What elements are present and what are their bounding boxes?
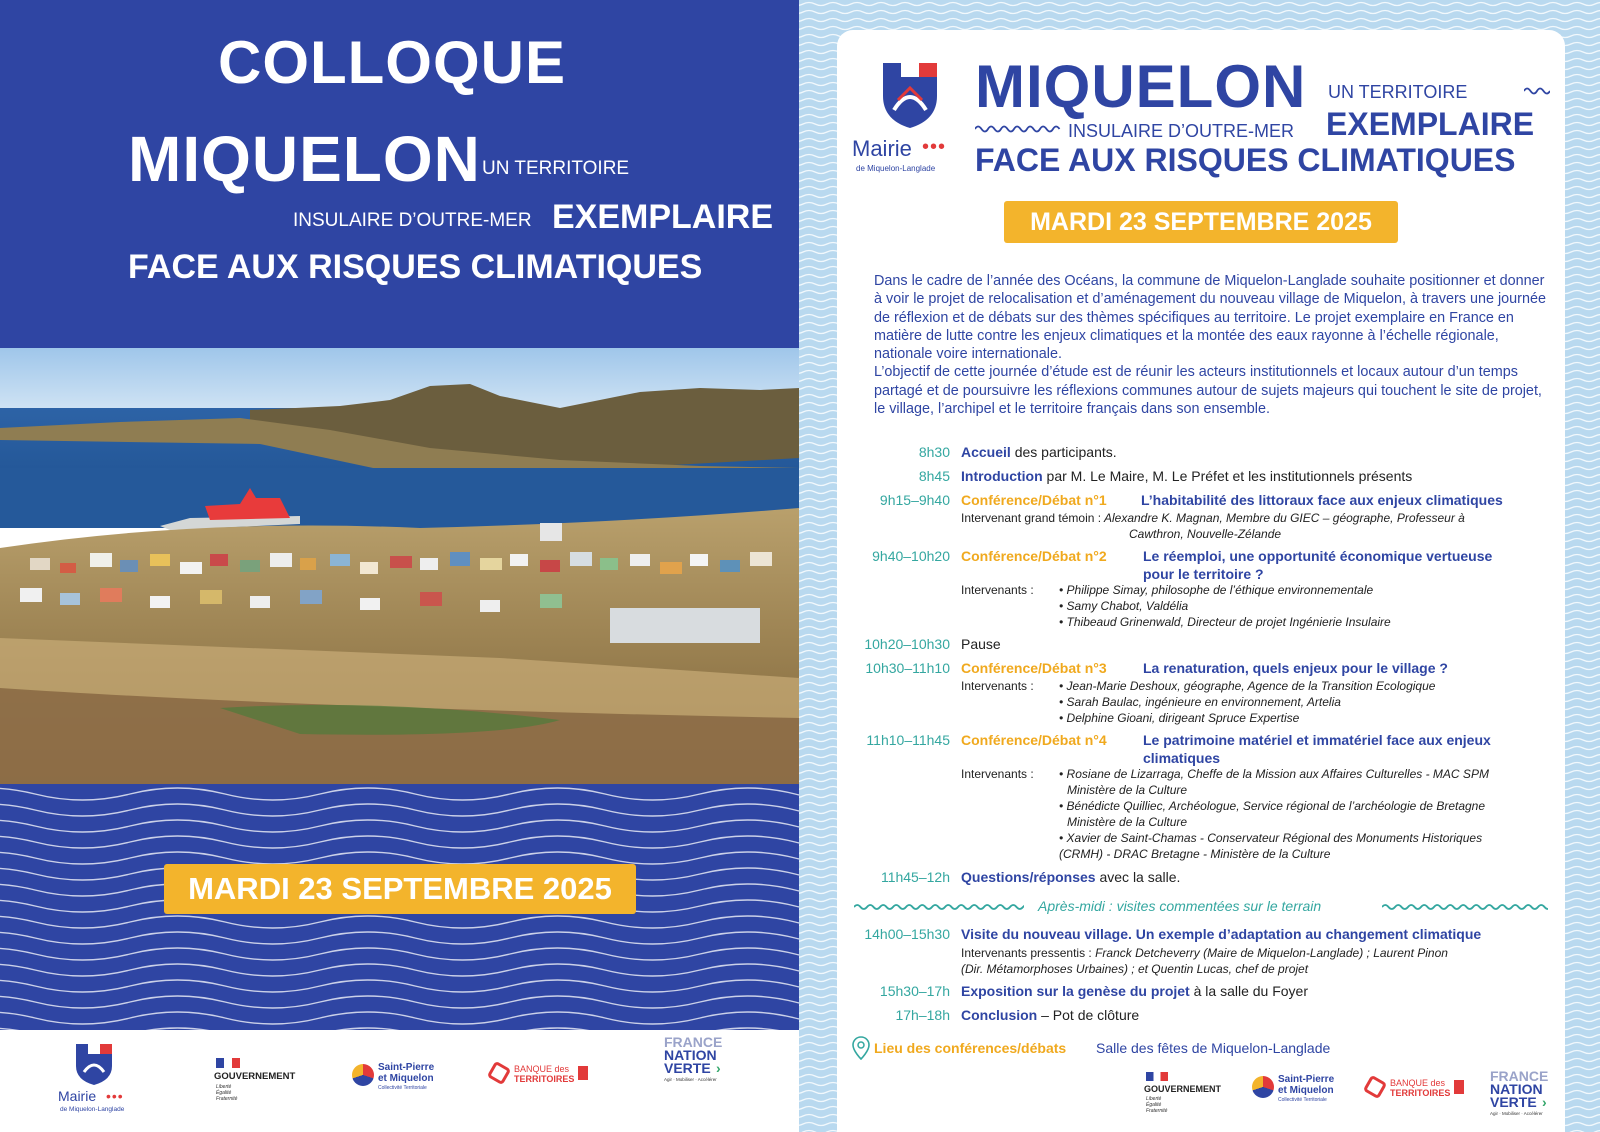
mairie-crest-icon xyxy=(74,1042,114,1086)
spm-logo-text1: Saint-Pierre xyxy=(378,1062,435,1073)
gouv-logo-text: GOUVERNEMENT xyxy=(1144,1084,1222,1094)
wave-line-icon xyxy=(0,932,799,944)
speaker-line: Franck Detcheverry (Maire de Miquelon-Langlade) ; Laurent Pinon xyxy=(1095,946,1448,960)
schedule-time: 17h–18h xyxy=(895,1007,950,1023)
fnv-text2: NATION xyxy=(1490,1081,1543,1097)
schedule-text: – Pot de clôture xyxy=(1037,1007,1140,1023)
speaker-line: • Jean-Marie Deshoux, géographe, Agence de la Transition Ecologique xyxy=(1059,679,1436,693)
wave-line-icon xyxy=(0,852,799,864)
wave-line-icon xyxy=(799,3,1600,6)
cover-title-un-territoire: UN TERRITOIRE xyxy=(482,158,630,179)
spm-logo-sub: Collectivité Territoriale xyxy=(1278,1097,1327,1103)
schedule-time: 10h20–10h30 xyxy=(864,636,950,652)
fnv-sub: Agir · Mobiliser · Accélérer xyxy=(1490,1111,1543,1116)
conference-label: Conférence/Débat n°1 xyxy=(961,492,1107,508)
gouv-logo-text: GOUVERNEMENT xyxy=(214,1071,296,1082)
cover-title-miquelon: MIQUELON xyxy=(128,123,481,195)
schedule-text: avec la salle. xyxy=(1095,869,1181,885)
wave-line-icon xyxy=(0,804,799,816)
spm-emblem-icon xyxy=(1252,1076,1274,1098)
speaker-line: (CRMH) - DRAC Bretagne - Ministère de la Culture xyxy=(1059,847,1331,861)
wave-line-icon xyxy=(0,820,799,832)
schedule-body xyxy=(961,1007,1551,1023)
gouv-sub3: Fraternité xyxy=(216,1096,238,1102)
speaker-line: • Thibeaud Grinenwald, Directeur de projet Ingénierie Insulaire xyxy=(1059,615,1391,629)
schedule-time: 9h15–9h40 xyxy=(879,492,950,508)
speaker-line: (Dir. Métamorphoses Urbaines) ; et Quentin Lucas, chef de projet xyxy=(961,962,1309,976)
speaker-body xyxy=(961,582,1551,629)
afternoon-heading: Après-midi : visites commentées sur le terrain xyxy=(1038,898,1322,914)
conference-title: Le réemploi, une opportunité économique vertueuse xyxy=(1143,548,1493,564)
schedule-bold: Conclusion xyxy=(961,1007,1038,1023)
village-photo xyxy=(0,348,799,784)
intro-text xyxy=(874,272,1554,418)
schedule-bold: Accueil xyxy=(961,444,1011,460)
speaker-line: • Sarah Baulac, ingénieure en environnement, Artelia xyxy=(1059,695,1341,709)
cover-title-panel xyxy=(0,0,799,348)
cdc-icon xyxy=(578,1066,588,1080)
speaker-label: Intervenants : xyxy=(961,583,1034,597)
banque-territoires-logo xyxy=(490,1064,600,1094)
gouvernement-logo xyxy=(1144,1072,1234,1128)
schedule-time: 11h10–11h45 xyxy=(866,732,950,748)
mairie-header-text: Mairie xyxy=(852,136,912,161)
gouv-sub1: Liberté xyxy=(1146,1096,1162,1102)
conference-title: L’habitabilité des littoraux face aux enjeux climatiques xyxy=(1141,492,1503,508)
gouv-sub2: Égalité xyxy=(1146,1102,1162,1108)
schedule-bold: Exposition sur la genèse du projet xyxy=(961,983,1190,999)
speaker-label: Intervenants : xyxy=(961,679,1034,693)
mairie-header-sub: de Miquelon-Langlade xyxy=(856,164,936,173)
speaker-line: • Samy Chabot, Valdélia xyxy=(1059,599,1189,613)
fnv-text2: NATION xyxy=(664,1047,717,1063)
cover-title-face: FACE AUX RISQUES CLIMATIQUES xyxy=(128,248,703,286)
schedule-time: 8h45 xyxy=(918,468,950,484)
mairie-logo-text: Mairie xyxy=(58,1088,97,1104)
wave-line-icon xyxy=(0,916,799,928)
spm-logo-text2: et Miquelon xyxy=(378,1073,434,1084)
afternoon-wave-right-icon xyxy=(1382,902,1548,912)
banque-hex-icon xyxy=(1363,1075,1388,1100)
banque-territoires-logo xyxy=(1366,1078,1476,1108)
speaker-line: • Philippe Simay, philosophe de l’éthique environnementale xyxy=(1059,583,1374,597)
conference-label: Conférence/Débat n°3 xyxy=(961,660,1107,676)
schedule-body xyxy=(961,869,1551,885)
schedule-bold: Questions/réponses xyxy=(961,869,1096,885)
schedule-time: 10h30–11h10 xyxy=(865,660,950,676)
poster-cover xyxy=(0,0,799,1132)
speaker-line: Alexandre K. Magnan, Membre du GIEC – géographe, Professeur à xyxy=(1103,511,1465,525)
conference-title: La renaturation, quels enjeux pour le village ? xyxy=(1143,660,1448,676)
schedule-time: 11h45–12h xyxy=(880,869,950,885)
cover-date-badge: MARDI 23 SEPTEMBRE 2025 xyxy=(164,864,636,914)
speaker-label: Intervenant grand témoin : xyxy=(961,511,1102,525)
afternoon-wave-left-icon xyxy=(854,902,1024,912)
conference-title-line2: pour le territoire ? xyxy=(1143,566,1264,582)
banque-text1: BANQUE des xyxy=(514,1064,570,1074)
gouv-sub1: Liberté xyxy=(216,1084,232,1090)
conference-label: Conférence/Débat n°2 xyxy=(961,548,1107,564)
program-date-badge: MARDI 23 SEPTEMBRE 2025 xyxy=(1004,201,1398,243)
fnv-arrow-icon: › xyxy=(716,1060,721,1076)
marianne-flag-icon xyxy=(1146,1072,1168,1081)
schedule-time: 9h40–10h20 xyxy=(872,548,950,564)
mairie-dots-icon: ••• xyxy=(922,136,947,158)
program-title-exemplaire: EXEMPLAIRE xyxy=(1326,106,1535,142)
mairie-crest-icon xyxy=(880,60,940,130)
fnv-text3: VERTE xyxy=(1490,1094,1537,1110)
title-wave-right-icon xyxy=(1524,86,1550,96)
intro-paragraph-2: L’objectif de cette journée d’étude est de réunir les acteurs institutionnels et locaux autour d’un temps partagé et de poursuivre les réflexions communes autour de sujets majeurs qui touchent le site de projet, le village, l’archipel et le territoire français dans son ensemble. xyxy=(874,364,1542,418)
schedule-body xyxy=(961,983,1551,999)
speaker-body xyxy=(961,766,1551,861)
speaker-body xyxy=(961,510,1551,526)
france-nation-verte-logo xyxy=(664,1036,754,1096)
banque-text1: BANQUE des xyxy=(1390,1078,1446,1088)
program-title-insulaire: INSULAIRE D’OUTRE-MER xyxy=(1068,121,1295,141)
spm-logo xyxy=(1252,1074,1348,1114)
wave-line-icon xyxy=(0,948,799,960)
speaker-label: Intervenants pressentis : xyxy=(961,946,1092,960)
venue-value: Salle des fêtes de Miquelon-Langlade xyxy=(1096,1040,1331,1056)
cover-title-insulaire: INSULAIRE D’OUTRE-MER xyxy=(293,210,532,231)
speaker-line: • Delphine Gioani, dirigeant Spruce Expertise xyxy=(1059,711,1300,725)
spm-emblem-icon xyxy=(352,1064,374,1086)
speaker-line: • Xavier de Saint-Chamas - Conservateur Régional des Monuments Historiques xyxy=(1059,831,1483,845)
gouvernement-logo xyxy=(214,1058,304,1118)
cover-title-colloque: COLLOQUE xyxy=(218,29,566,96)
banque-text2: TERRITOIRES xyxy=(1390,1088,1451,1098)
schedule-time: 15h30–17h xyxy=(879,983,950,999)
banque-hex-icon xyxy=(487,1061,512,1086)
program-title-face: FACE AUX RISQUES CLIMATIQUES xyxy=(975,142,1516,178)
program-partner-logos xyxy=(1140,1068,1560,1132)
conference-label: Conférence/Débat n°4 xyxy=(961,732,1107,748)
schedule-body xyxy=(961,492,1551,508)
intro-paragraph-1: Dans le cadre de l’année des Océans, la commune de Miquelon-Langlade souhaite positionner et donner à voir le projet de relocalisation et d’aménagement du nouveau village de Miquelon, à travers une journée de réflexion et de débats sur des thèmes spécifiques au territoire. Le projet exemplaire en France en matière de lutte contre les enjeux climatiques et la montée des eaux rayonne à l’échelle régionale, nationale voire internationale. xyxy=(874,273,1546,363)
fnv-sub: Agir · Mobiliser · Accélérer xyxy=(664,1077,717,1082)
schedule-text: des participants. xyxy=(1010,444,1117,460)
mairie-logo xyxy=(56,1042,128,1122)
schedule-body xyxy=(961,732,1551,766)
schedule-time: 14h00–15h30 xyxy=(864,926,950,942)
schedule-text: à la salle du Foyer xyxy=(1189,983,1309,999)
cdc-icon xyxy=(1454,1080,1464,1094)
gouv-sub2: Égalité xyxy=(216,1090,232,1096)
cover-title-exemplaire: EXEMPLAIRE xyxy=(552,198,774,236)
mairie-crest-header xyxy=(852,58,962,178)
schedule-text: par M. Le Maire, M. Le Préfet et les institutionnels présents xyxy=(1042,468,1413,484)
france-nation-verte-logo xyxy=(1490,1070,1556,1128)
schedule-body xyxy=(961,548,1551,582)
fnv-text1: FRANCE xyxy=(1490,1068,1549,1084)
spm-logo-text2: et Miquelon xyxy=(1278,1085,1334,1096)
wave-line-icon xyxy=(0,964,799,976)
program-title-miquelon: MIQUELON xyxy=(975,53,1307,120)
wave-line-icon xyxy=(0,980,799,992)
cover-partner-logos xyxy=(0,1030,799,1132)
speaker-label: Intervenants : xyxy=(961,767,1034,781)
spm-logo-text1: Saint-Pierre xyxy=(1278,1074,1335,1085)
conference-title-line2: climatiques xyxy=(1143,750,1221,766)
spm-logo-sub: Collectivité Territoriale xyxy=(378,1085,427,1091)
speaker-body xyxy=(961,678,1551,725)
mairie-dots-icon: ••• xyxy=(106,1088,124,1104)
wave-line-icon xyxy=(0,996,799,1008)
marianne-flag-icon xyxy=(216,1058,240,1068)
banque-text2: TERRITOIRES xyxy=(514,1074,575,1084)
program-title-un-territoire: UN TERRITOIRE xyxy=(1328,82,1468,102)
schedule-text: Pause xyxy=(961,636,1001,652)
wave-line-icon xyxy=(799,11,1600,14)
speaker-line: • Bénédicte Quilliec, Archéologue, Service régional de l’archéologie de Bretagne xyxy=(1059,799,1486,813)
location-pin-icon xyxy=(852,1036,870,1060)
speaker-line: Ministère de la Culture xyxy=(1067,783,1188,797)
wave-line-icon xyxy=(799,19,1600,22)
speaker-line: • Rosiane de Lizarraga, Cheffe de la Mission aux Affaires Culturelles - MAC SPM xyxy=(1059,767,1489,781)
wave-line-icon xyxy=(0,788,799,800)
conference-title: Le patrimoine matériel et immatériel face aux enjeux xyxy=(1143,732,1491,748)
schedule-body xyxy=(961,468,1551,484)
schedule-body xyxy=(961,660,1551,676)
schedule-body xyxy=(961,444,1551,460)
fnv-text1: FRANCE xyxy=(664,1034,723,1050)
venue-label: Lieu des conférences/débats xyxy=(874,1040,1067,1056)
cover-waves-panel xyxy=(0,784,799,1030)
spm-logo xyxy=(352,1062,448,1102)
speaker-line: Cawthron, Nouvelle-Zélande xyxy=(1129,527,1282,541)
schedule-body xyxy=(961,926,1551,942)
fnv-text3: VERTE xyxy=(664,1060,711,1076)
title-wave-left-icon xyxy=(975,124,1061,134)
mairie-logo-sub: de Miquelon-Langlade xyxy=(60,1106,125,1113)
wave-line-icon xyxy=(0,836,799,848)
schedule-bold: Introduction xyxy=(961,468,1043,484)
fnv-arrow-icon: › xyxy=(1542,1094,1547,1110)
speaker-line: Ministère de la Culture xyxy=(1067,815,1188,829)
speaker-body xyxy=(961,945,1551,961)
schedule-time: 8h30 xyxy=(918,444,950,460)
wave-line-icon xyxy=(0,1012,799,1024)
schedule-bold: Visite du nouveau village. Un exemple d’adaptation au changement climatique xyxy=(961,926,1482,942)
gouv-sub3: Fraternité xyxy=(1146,1108,1168,1114)
